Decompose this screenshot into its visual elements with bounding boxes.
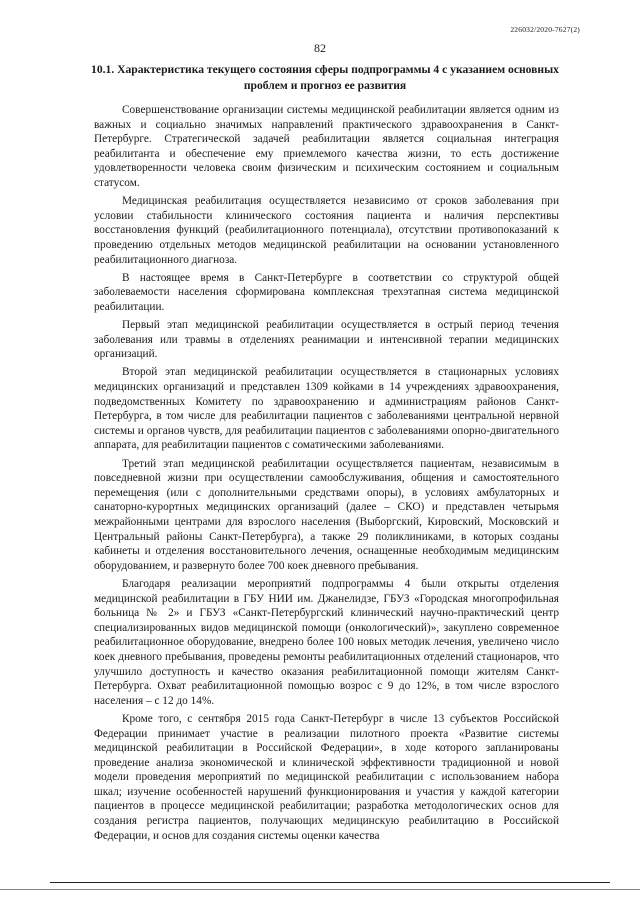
scan-edge-line (0, 889, 640, 890)
paragraph: Второй этап медицинской реабилитации осуществляется в стационарных условиях медицинских организаций и представлен 1309 койками в 14 учреждениях здравоохранения, подведомственных Комитету по здравоохранению и администрациям районов Санкт-Петербурга, в том числе для реабилитации пациентов с заболеваниями центральной нервной системы и органов чувств, для реабилитации пациентов с заболеваниями опорно-двигательного аппарата, для реабилитации пациентов с соматическими заболеваниями. (94, 366, 559, 452)
page-number: 82 (314, 41, 326, 55)
document-id: 226032/2020-7627(2) (510, 25, 580, 34)
paragraph: Благодаря реализации мероприятий подпрограммы 4 были открыты отделения медицинской реабилитации в ГБУ НИИ им. Джанелидзе, ГБУЗ «Городская многопрофильная больница № 2» и ГБУЗ «Санкт-Петербургский клинический научно-практический центр специализированных видов медицинской помощи (онкологический)», закуплено современное реабилитационное оборудование, внедрено более 100 новых методик лечения, увеличено число коек дневного пребывания, проведены ремонты реабилитационных отделений стационаров, что улучшило доступность и качество оказания реабилитационной помощи жителям Санкт-Петербурга. Охват реабилитационной помощью возрос с 9 до 12%, в том числе взрослого населения – с 12 до 14%. (94, 577, 559, 707)
paragraph: В настоящее время в Санкт-Петербурге в соответствии со структурой общей заболеваемости населения сформирована комплексная трехэтапная система медицинской реабилитации. (94, 271, 559, 313)
paragraph: Совершенствование организации системы медицинской реабилитации является одним из важных и социально значимых направлений практического здравоохранения в Санкт-Петербурге. Стратегической задачей реабилитации является социальная интеграция реабилитанта и обеспечение ему приемлемого качества жизни, то есть достижение удовлетворенности человека своим физическим и психическим состоянием и социальным статусом. (94, 104, 559, 189)
paragraph: Медицинская реабилитация осуществляется независимо от сроков заболевания при условии стабильности клинического состояния пациента и наличия перспективы восстановления функций (реабилитационного потенциала), отсутствии противопоказаний к проведению отдельных методов медицинской реабилитации на основании установленного реабилитационного диагноза. (94, 195, 559, 266)
scan-edge-line (50, 882, 610, 883)
paragraph: Третий этап медицинской реабилитации осуществляется пациентам, независимым в повседневной жизни при осуществлении самообслуживания, общения и самостоятельного перемещения (или с дополнительными средствами опоры), в условиях амбулаторных и санаторно-курортных медицинских организаций (далее – СКО) и представлен четырьмя межрайонными центрами для взрослого населения (Выборгский, Кировский, Московский и Центральный районы Санкт-Петербурга), а также 29 поликлиниками, в которых созданы кабинеты и отделения восстановительного лечения, оснащенные необходимым медицинским оборудованием, и развернуто более 700 коек дневного пребывания. (94, 457, 559, 572)
body-text (94, 103, 559, 847)
paragraph: Кроме того, с сентября 2015 года Санкт-Петербург в числе 13 субъектов Российской Федерации принимает участие в реализации пилотного проекта «Развитие системы медицинской реабилитации в Российской Федерации», в ходе которого запланированы проведение анализа экономической и клинической эффективности традиционной и новой модели проведения мероприятий по медицинской реабилитации с использованием набора шкал; изучение особенностей нарушений функционирования и участия у каждой категории пациентов в процессе медицинской реабилитации; разработка методологических основ для создания регистра пациентов, получающих медицинскую реабилитацию в Российской Федерации, и основ для создания системы оценки качества (94, 712, 559, 842)
section-title: 10.1. Характеристика текущего состояния сферы подпрограммы 4 с указанием основных проблем и прогноз ее развития (91, 63, 559, 92)
paragraph: Первый этап медицинской реабилитации осуществляется в острый период течения заболевания или травмы в отделениях реанимации и интенсивной терапии медицинских организаций. (94, 319, 559, 361)
